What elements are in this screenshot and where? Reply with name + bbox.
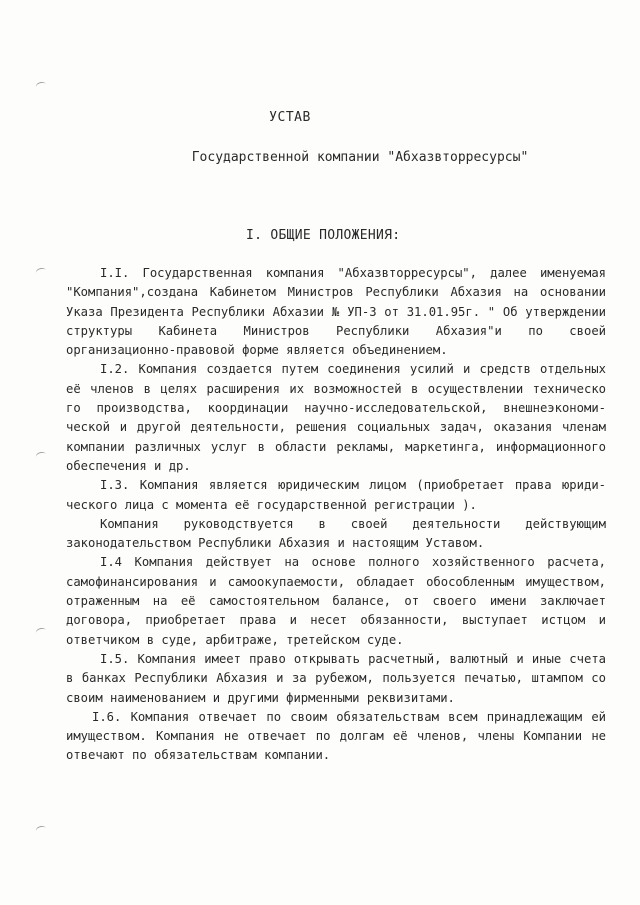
section-heading: I. ОБЩИЕ ПОЛОЖЕНИЯ:: [246, 228, 401, 243]
document-body: [66, 264, 606, 766]
punch-hole-mark: [35, 825, 46, 834]
paragraph-legislation: Компания руководствуется в своей деятельности действующим законодательством Республики Абхазия и настоящим Уставом.: [66, 516, 606, 551]
punch-hole-mark: [35, 627, 46, 636]
paragraph-1-2: I.2. Компания создается путем соединения усилий и средств отдельных её членов в целях расширения их возможностей в осуществлении техническо го производства, координации научно-исследовательской, внешнеэкономи- ческой и другой деятельности, решения социальных задач, оказания членам компании различных услуг в области рекламы, маркетинга, информационного обеспечения и др.: [66, 362, 606, 473]
paragraph-1-5: I.5. Компания имеет право открывать расчетный, валютный и иные счета в банках Республики Абхазия и за рубежом, пользуется печатью, штампом со своим наименованием и другими фирменными реквизитами.: [66, 651, 606, 705]
document-subtitle: Государственной компании "Абхазвторресурсы": [191, 150, 529, 165]
punch-hole-mark: [35, 81, 46, 90]
paragraph-1-6: I.6. Компания отвечает по своим обязательствам всем принадлежащим ей имуществом. Компания не отвечает по долгам её членов, члены Компании не отвечают по обязательствам компании.: [66, 709, 606, 763]
paragraph-1-3: I.3. Компания является юридическим лицом (приобретает права юриди- ческого лица с момента её государственной регистрации ).: [66, 478, 606, 512]
punch-hole-mark: [35, 267, 46, 276]
paragraph-1-4: I.4 Компания действует на основе полного хозяйственного расчета, самофинансирования и самоокупаемости, обладает обособленным имуществом, отраженным на её самостоятельном балансе, от своего имени заключает договора, приобретает права и несет обязанности, выступает истцом и ответчиком в суде, арбитраже, третейском суде.: [66, 555, 606, 647]
punch-hole-mark: [35, 451, 46, 460]
paragraph-1-1: I.I. Государственная компания "Абхазвторресурсы", далее именуемая "Компания",создана Кабинетом Министров Республики Абхазия на основании Указа Президента Республики Абхазии № УП-3 от 31.01.95г. " Об утверждении структуры Кабинета Министров Республики Абхазия"и по своей организационно-правовой форме является объединением.: [66, 266, 606, 358]
document-title: УСТАВ: [269, 110, 311, 125]
